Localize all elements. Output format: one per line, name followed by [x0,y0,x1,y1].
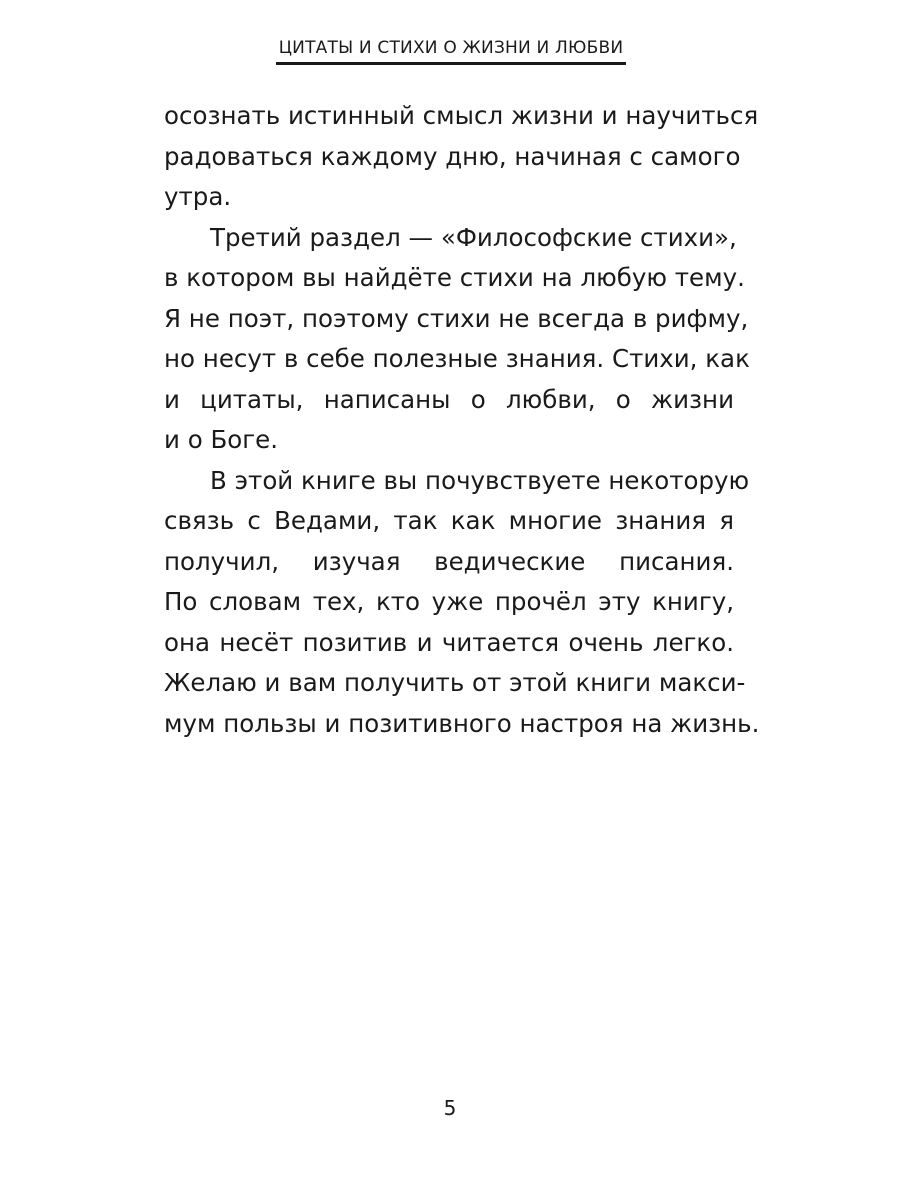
text-line: Третий раздел — «Философские стихи», [210,222,737,252]
paragraph-3 [164,461,760,745]
text-line: Желаю и вам получить от этой книги макси- [164,668,746,697]
running-header: ЦИТАТЫ И СТИХИ О ЖИЗНИ И ЛЮБВИ [278,38,624,58]
text-line: получил, изучая ведические писания. [164,546,734,576]
page-number: 5 [443,1096,457,1120]
text-line: Я не поэт, поэтому стихи не всегда в рифму, [164,303,749,333]
paragraph-2 [164,218,750,461]
text-line: связь с Ведами, так как многие знания я [164,506,734,535]
text-line: утра. [164,182,232,211]
text-line: В этой книге вы почувствуете некоторую [210,465,750,495]
paragraph-1 [164,96,759,218]
body-text [164,96,760,744]
text-line: в котором вы найдёте стихи на любую тему. [164,263,745,292]
text-line: она несёт позитив и читается очень легко. [164,627,734,657]
text-line: радоваться каждому дню, начиная с самого [164,141,741,171]
text-line: и цитаты, написаны о любви, о жизни [164,384,734,414]
text-line: По словам тех, кто уже прочёл эту книгу, [164,587,734,616]
text-line: мум пользы и позитивного настроя на жизнь. [164,708,760,738]
text-line: но несут в себе полезные знания. Стихи, как [164,344,750,373]
text-line: осознать истинный смысл жизни и научиться [164,101,759,130]
header-rule [276,62,626,65]
text-line: и о Боге. [164,425,279,454]
